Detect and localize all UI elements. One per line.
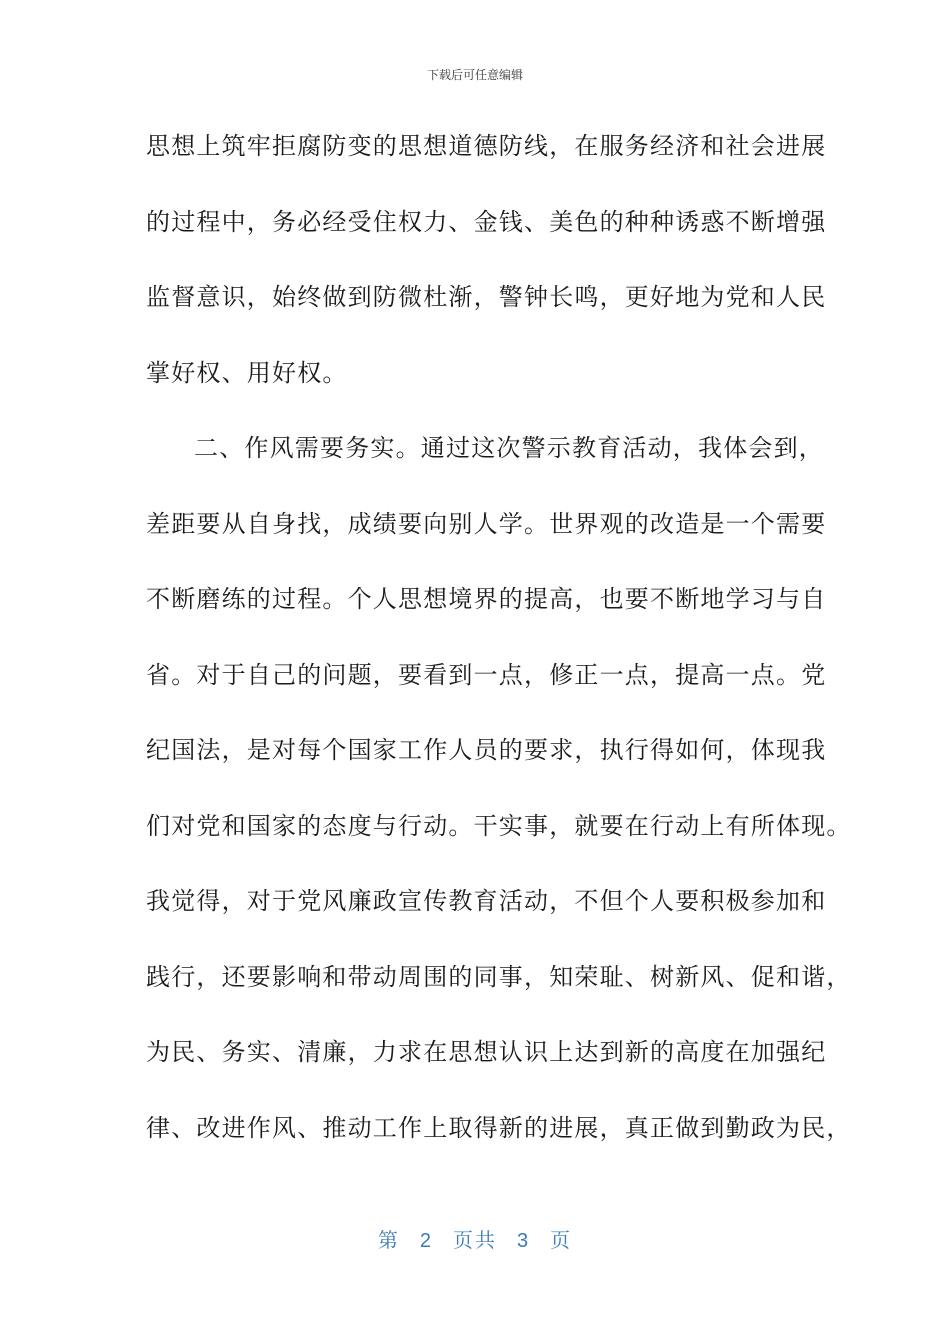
text-line: 的过程中，务必经受住权力、金钱、美色的种种诱惑不断增强 xyxy=(146,207,827,236)
text-line: 省。对于自己的问题，要看到一点，修正一点，提高一点。党 xyxy=(146,660,827,689)
paragraph-start-line: 二、作风需要务实。通过这次警示教育活动，我体会到， xyxy=(194,434,824,462)
page-header-note: 下载后可任意编辑 xyxy=(426,68,523,82)
page-mid-text: 页共 xyxy=(453,1230,497,1252)
text-line: 掌好权、用好权。 xyxy=(146,358,348,387)
text-line: 践行，还要影响和带动周围的同事，知荣耻、树新风、促和谐， xyxy=(146,962,852,991)
page-prefix: 第 xyxy=(377,1230,400,1252)
page-number-footer xyxy=(0,1224,950,1253)
text-line: 差距要从自身找，成绩要向别人学。世界观的改造是一个需要 xyxy=(146,509,827,538)
text-line: 不断磨练的过程。个人思想境界的提高，也要不断地学习与自 xyxy=(146,585,827,613)
total-pages-number: 3 xyxy=(517,1230,531,1252)
current-page-number: 2 xyxy=(419,1230,433,1252)
text-line: 们对党和国家的态度与行动。干实事，就要在行动上有所体现。 xyxy=(146,811,852,840)
text-line: 我觉得，对于党风廉政宣传教育活动，不但个人要积极参加和 xyxy=(146,887,827,915)
text-line: 纪国法，是对每个国家工作人员的要求，执行得如何，体现我 xyxy=(146,736,827,764)
document-body xyxy=(146,118,852,1175)
page-suffix: 页 xyxy=(550,1230,573,1252)
text-line: 律、改进作风、推动工作上取得新的进展，真正做到勤政为民， xyxy=(146,1113,852,1142)
text-line: 监督意识，始终做到防微杜渐，警钟长鸣，更好地为党和人民 xyxy=(146,283,827,311)
text-line: 为民、务实、清廉，力求在思想认识上达到新的高度在加强纪 xyxy=(146,1038,827,1066)
text-line: 思想上筑牢拒腐防变的思想道德防线，在服务经济和社会进展 xyxy=(146,132,827,160)
